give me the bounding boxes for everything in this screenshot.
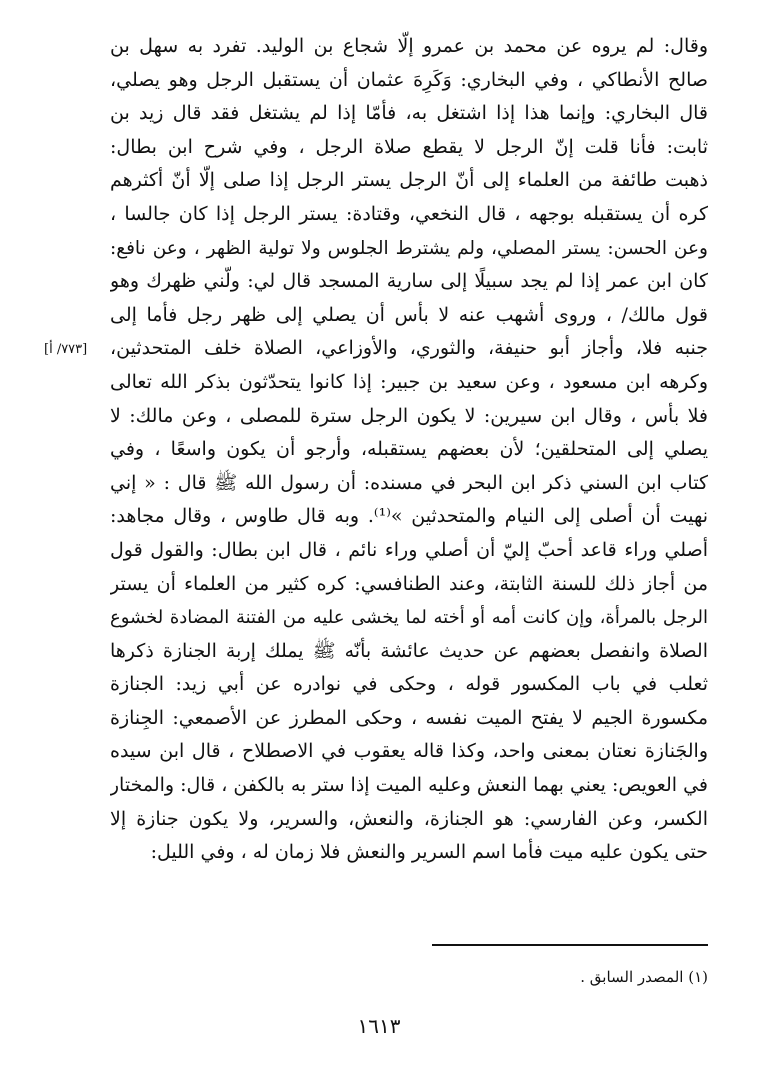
text-line: وقال: لم يروه عن محمد بن عمرو إلّا شجاع بن الوليد. تفرد به سهل بن bbox=[110, 35, 708, 57]
text-line: الرجل بالمرأة، وإن كانت أمه أو أخته لما يخشى عليه من الفتنة المضادة لخشوع bbox=[110, 607, 708, 629]
text-line: نهيت أن أصلى إلى النيام والمتحدثين »⁽¹⁾. وبه قال طاوس ، وقال مجاهد: bbox=[110, 505, 708, 528]
text-line: كتاب ابن السني ذكر ابن البحر في مسنده: أن رسول الله ﷺ قال : « إني bbox=[110, 471, 708, 494]
text-line: حتى يكون عليه ميت فأما اسم السرير والنعش فلا زمان له ، وفي الليل: bbox=[150, 841, 708, 864]
page-number: ١٦١٣ bbox=[357, 1014, 401, 1038]
footnote-divider bbox=[432, 944, 708, 946]
text-line: ذهبت طائفة من العلماء إلى أنّ الرجل يستر الرجل إذا صلى إلّا أنّ أكثرهم bbox=[110, 169, 708, 192]
text-line: الكسر، وعن الفارسي: هو الجنازة، والنعش، والسرير، ولا يكون جنازة إلا bbox=[110, 807, 708, 830]
text-line: كره أن يستقبله بوجهه ، قال النخعي، وقتادة: يستر الرجل إذا كان جالسا ، bbox=[110, 202, 708, 225]
footnote: (١) المصدر السابق . bbox=[580, 968, 708, 986]
manuscript-folio-reference: [٧٧٣/ أ] bbox=[44, 342, 88, 357]
text-line: ثابت: فأنا قلت إنّ الرجل لا يقطع صلاة الرجل ، وفي شرح ابن بطال: bbox=[110, 135, 708, 158]
text-line: فلا بأس ، وقال ابن سيرين: لا يكون الرجل سترة للمصلى ، وعن مالك: لا bbox=[110, 404, 708, 427]
text-line: مكسورة الجيم لا يفتح الميت نفسه ، وحكى المطرز عن الأصمعي: الجِنازة bbox=[110, 706, 708, 729]
text-line: الصلاة وانفصل بعضهم عن حديث عائشة بأنّه ﷺ يملك إربة الجنازة ذكرها bbox=[110, 639, 708, 662]
text-line: يصلي إلى المتحلقين؛ لأن بعضهم يستقبله، وأرجو أن يكون واسعًا ، وفي bbox=[110, 438, 708, 461]
text-line: وعن الحسن: يستر المصلي، ولم يشترط الجلوس ولا تولية الظهر ، وعن نافع: bbox=[110, 237, 708, 259]
text-line: صالح الأنطاكي ، وفي البخاري: وَكَرِهَ عثمان أن يستقبل الرجل وهو يصلي، bbox=[110, 68, 708, 91]
text-line: قول مالك/ ، وروى أشهب عنه لا بأس أن يصلي إلى ظهر رجل فأما إلى bbox=[110, 303, 708, 326]
main-text bbox=[110, 30, 708, 870]
text-line: كان ابن عمر إذا لم يجد سبيلًا إلى سارية المسجد قال لي: ولّني ظهرك وهو bbox=[110, 270, 708, 293]
text-line: والجَنازة نعتان بمعنى واحد، وكذا قاله يعقوب في الاصطلاح ، قال ابن سيده bbox=[110, 740, 708, 763]
text-line: في العويص: يعني بهما النعش وعليه الميت إذا ستر به بالكفن ، قال: والمختار bbox=[110, 774, 708, 797]
text-line: ثعلب في باب المكسور قوله ، وحكى في نوادره عن أبي زيد: الجنازة bbox=[110, 673, 708, 696]
text-line: وكرهه ابن مسعود ، وعن سعيد بن جبير: إذا كانوا يتحدّثون بذكر الله تعالى bbox=[110, 370, 708, 393]
text-line: أصلي وراء قاعد أحبّ إليّ أن أصلي وراء نائم ، قال ابن بطال: والقول قول bbox=[110, 538, 708, 561]
text-line: جنبه فلا، وأجاز أبو حنيفة، والثوري، والأوزاعي، الصلاة خلف المتحدثين، bbox=[110, 337, 708, 360]
text-line: من أجاز ذلك للسنة الثابتة، وعند الطنافسي: كره كثير من العلماء أن يستر bbox=[110, 572, 708, 595]
text-line: قال البخاري: وإنما هذا إذا اشتغل به، فأمّا إذا لم يشتغل فقد قال زيد بن bbox=[110, 102, 708, 125]
